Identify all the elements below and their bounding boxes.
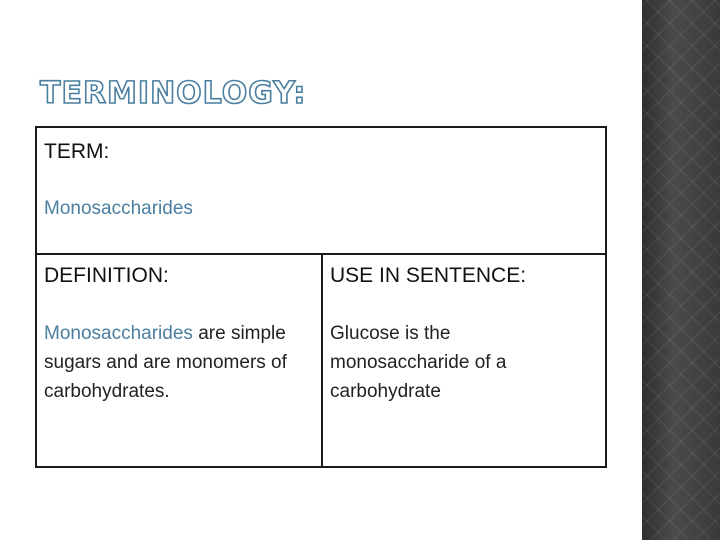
term-label: TERM: xyxy=(44,140,110,163)
definition-term-highlight: Monosaccharides xyxy=(44,323,193,344)
definition-cell xyxy=(37,255,323,466)
sentence-label: USE IN SENTENCE: xyxy=(330,264,527,287)
definition-label: DEFINITION: xyxy=(44,264,169,287)
term-value: Monosaccharides xyxy=(44,198,193,219)
definition-text xyxy=(44,319,304,406)
sentence-text: Glucose is the monosaccharide of a carbohydrate xyxy=(330,323,507,402)
definition-text-rest: are simple sugars and are monomers of carbohydrates. xyxy=(44,323,287,402)
terminology-table xyxy=(35,126,607,468)
sentence-cell xyxy=(323,255,605,466)
slide-title: TERMINOLOGY: xyxy=(40,76,307,111)
term-cell xyxy=(37,128,605,255)
decorative-side-panel xyxy=(642,0,720,540)
